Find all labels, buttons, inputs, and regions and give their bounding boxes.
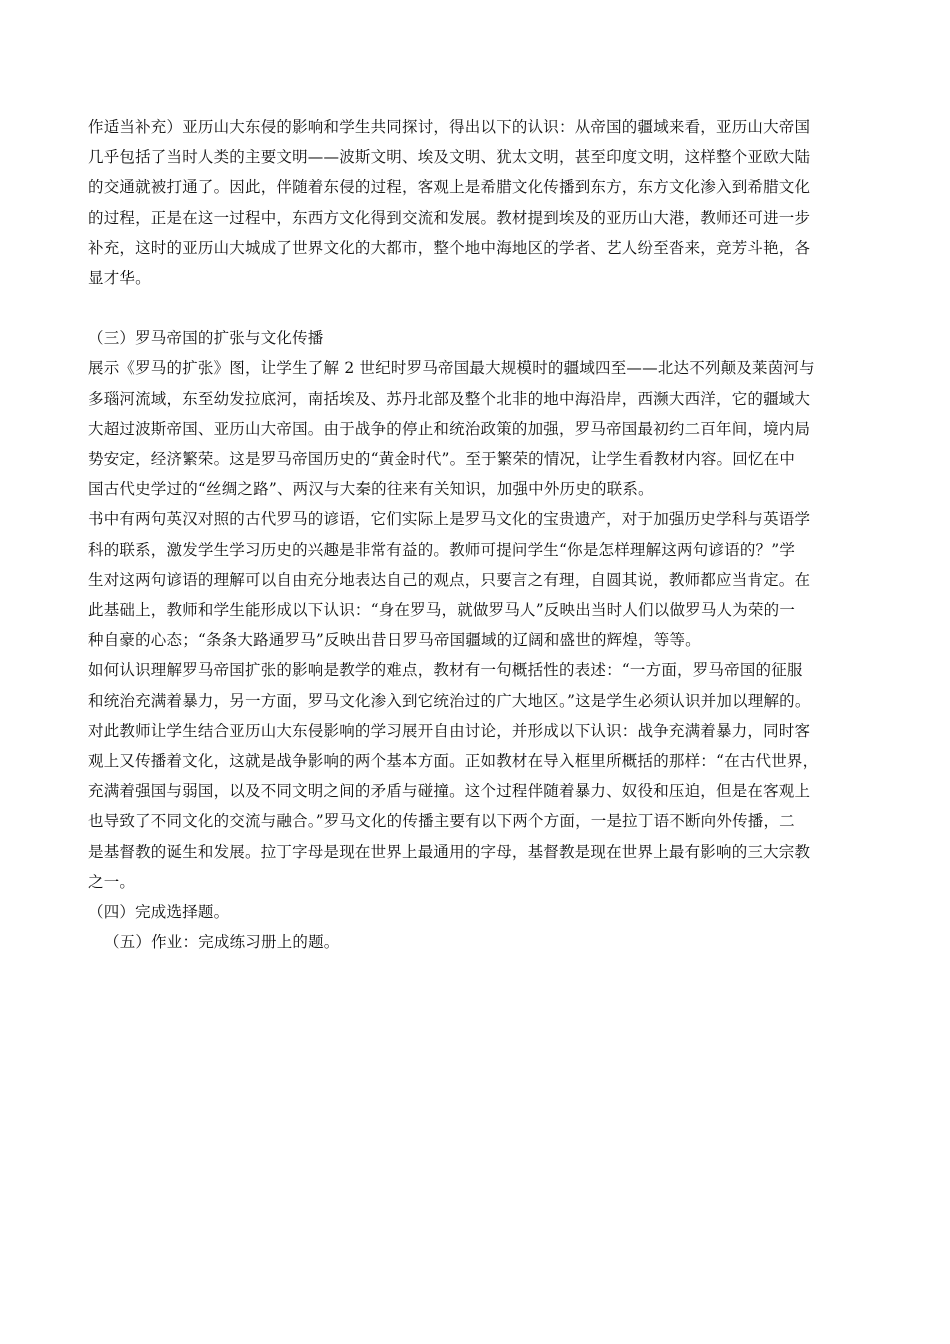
heading-line: （四）完成选择题。 [88, 903, 230, 922]
text-line: 展示《罗马的扩张》图，让学生了解 2 世纪时罗马帝国最大规模时的疆域四至——北达不列颠及莱茵河与 [88, 359, 815, 378]
text-line: 之一。 [88, 872, 136, 891]
text-line: 也导致了不同文化的交流与融合。”罗马文化的传播主要有以下两个方面，一是拉丁语不断向外传播，二 [88, 812, 795, 831]
text-line: 种自豪的心态；“条条大路通罗马”反映出昔日罗马帝国疆域的辽阔和盛世的辉煌，等等。 [88, 631, 701, 650]
text-line: 几乎包括了当时人类的主要文明——波斯文明、埃及文明、犹太文明，甚至印度文明，这样整个亚欧大陆 [88, 148, 811, 167]
text-line: 作适当补充）亚历山大东侵的影响和学生共同探讨，得出以下的认识：从帝国的疆域来看，亚历山大帝国 [88, 118, 811, 136]
paragraph-roman-proverbs [88, 504, 863, 655]
text-line: 显才华。 [88, 269, 151, 288]
text-line: 多瑙河流域，东至幼发拉底河，南括埃及、苏丹北部及整个北非的地中海沿岸，西濒大西洋，它的疆域大 [88, 389, 811, 408]
text-line: 大超过波斯帝国、亚历山大帝国。由于战争的停止和统治政策的加强，罗马帝国最初约二百年间，境内局 [88, 419, 811, 438]
text-line: 如何认识理解罗马帝国扩张的影响是教学的难点，教材有一句概括性的表述：“一方面，罗马帝国的征服 [88, 661, 803, 680]
text-line: 补充，这时的亚历山大城成了世界文化的大都市，整个地中海地区的学者、艺人纷至沓来，竞芳斗艳，各 [88, 238, 811, 257]
text-line: 势安定，经济繁荣。这是罗马帝国历史的“黄金时代”。至于繁荣的情况，让学生看教材内容。回忆在中 [88, 450, 796, 469]
section-heading-roman-expansion [88, 323, 863, 353]
text-line: 的过程，正是在这一过程中，东西方文化得到交流和发展。教材提到埃及的亚历山大港，教师还可进一步 [88, 208, 811, 227]
text-line: 生对这两句谚语的理解可以自由充分地表达自己的观点，只要言之有理，自圆其说，教师都应当肯定。在 [88, 570, 811, 589]
heading-line: （五）作业：完成练习册上的题。 [104, 933, 340, 952]
text-line: 科的联系，激发学生学习历史的兴趣是非常有益的。教师可提问学生“你是怎样理解这两句谚语的？”学 [88, 540, 796, 559]
document-page [88, 112, 863, 957]
text-line: 此基础上，教师和学生能形成以下认识：“身在罗马，就做罗马人”反映出当时人们以做罗马人为荣的一 [88, 601, 796, 620]
text-line: 和统治充满着暴力，另一方面，罗马文化渗入到它统治过的广大地区。”这是学生必须认识并加以理解的。 [88, 691, 811, 710]
paragraph-roman-impact [88, 655, 863, 897]
paragraph-alexander-impact [88, 112, 863, 293]
text-line: 充满着强国与弱国，以及不同文明之间的矛盾与碰撞。这个过程伴随着暴力、奴役和压迫，但是在客观上 [88, 782, 811, 801]
text-line: 观上又传播着文化，这就是战争影响的两个基本方面。正如教材在导入框里所概括的那样：“在古代世界， [88, 752, 819, 771]
text-line: 国古代史学过的“丝绸之路”、两汉与大秦的往来有关知识，加强中外历史的联系。 [88, 480, 654, 499]
section-heading-homework [88, 927, 863, 957]
text-line: 对此教师让学生结合亚历山大东侵影响的学习展开自由讨论，并形成以下认识：战争充满着暴力，同时客 [88, 721, 811, 740]
paragraph-roman-map [88, 353, 863, 504]
text-line: 的交通就被打通了。因此，伴随着东侵的过程，客观上是希腊文化传播到东方，东方文化渗入到希腊文化 [88, 178, 811, 197]
text-line: 是基督教的诞生和发展。拉丁字母是现在世界上最通用的字母，基督教是现在世界上最有影响的三大宗教 [88, 842, 811, 861]
section-heading-choice-questions [88, 897, 863, 927]
heading-line: （三）罗马帝国的扩张与文化传播 [88, 329, 324, 348]
text-line: 书中有两句英汉对照的古代罗马的谚语，它们实际上是罗马文化的宝贵遗产，对于加强历史学科与英语学 [88, 510, 811, 529]
